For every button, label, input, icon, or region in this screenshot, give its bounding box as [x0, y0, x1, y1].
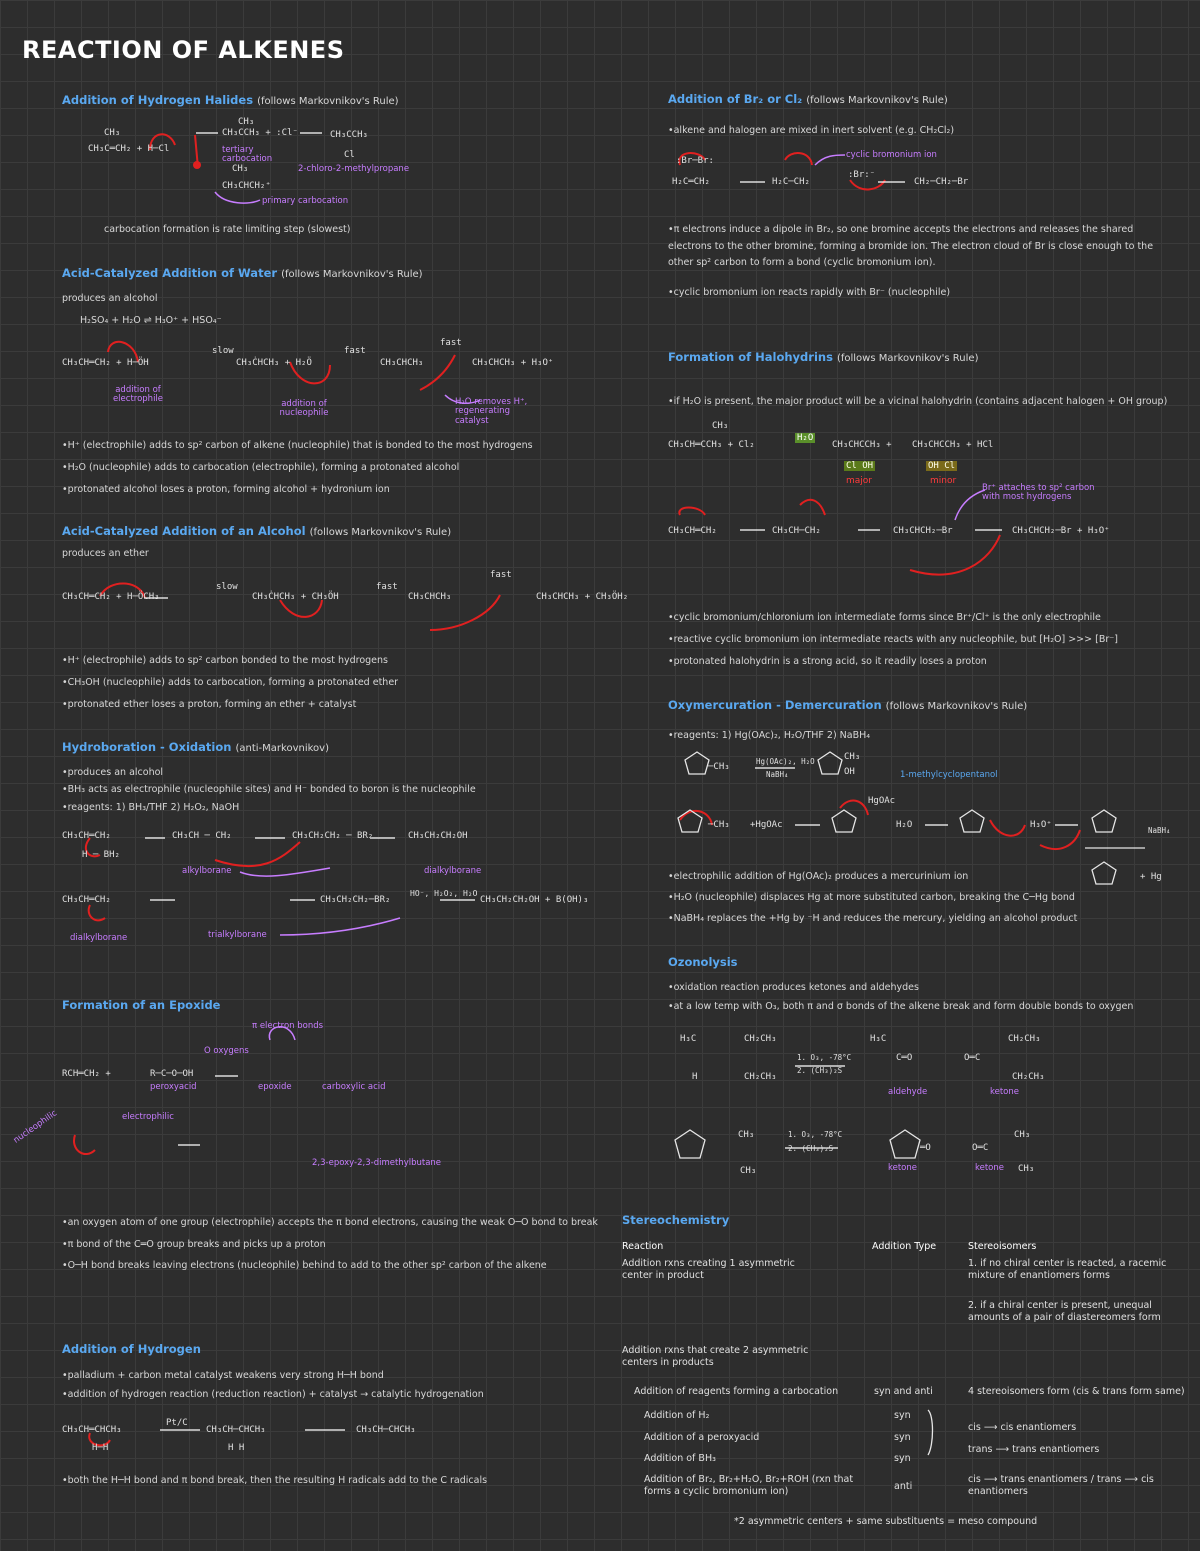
- chem-formula: CH₃CH═CH₂: [62, 895, 111, 905]
- chem-formula: CH₃CH─CHCH₃: [206, 1425, 266, 1435]
- annotation-product-name: 1-methylcyclopentanol: [900, 770, 998, 780]
- section-heading-halohydrins: Formation of Halohydrins (follows Markovnikov's Rule): [668, 350, 979, 364]
- bullet-text: •palladium + carbon metal catalyst weakens very strong H─H bond: [62, 1370, 384, 1381]
- table-cell: anti: [894, 1481, 913, 1492]
- chem-formula: CH₃CHCH₃ + H₃O⁺: [472, 358, 554, 368]
- chem-formula: CH₃C═CH₂ + H─Cl: [88, 144, 170, 154]
- bullet-text: •protonated halohydrin is a strong acid, so it readily loses a proton: [668, 656, 987, 667]
- table-cell: 2. if a chiral center is present, unequal amounts of a pair of diastereomers form: [968, 1300, 1161, 1324]
- rate-label: fast: [490, 570, 512, 580]
- bullet-text: •oxidation reaction produces ketones and aldehydes: [668, 982, 919, 993]
- table-header-stereoisomers: Stereoisomers: [968, 1241, 1037, 1252]
- chem-formula: CH₃CHCH₂─Br + H₃O⁺: [1012, 526, 1110, 536]
- chem-formula: CH₃CH═CH₂: [62, 831, 111, 841]
- bullet-text: •BH₃ acts as electrophile (nucleophile sites) and H⁻ bonded to boron is the nucleophile: [62, 784, 476, 795]
- section-heading-hydroboration: Hydroboration - Oxidation (anti-Markovnikov): [62, 740, 329, 754]
- curved-arrow: [840, 801, 868, 815]
- section-heading-hydrogen-addition: Addition of Hydrogen: [62, 1342, 201, 1356]
- bullet-text: •H₂O (nucleophile) displaces Hg at more substituted carbon, breaking the C─Hg bond: [668, 892, 1075, 903]
- annotation-aldehyde: aldehyde: [888, 1087, 928, 1097]
- chem-formula: CH₃CH₂CH₂─BR₂: [320, 895, 391, 905]
- label-major: major: [846, 476, 872, 486]
- section-heading-epoxide: Formation of an Epoxide: [62, 998, 221, 1012]
- chem-formula: H₂C═CH₂: [672, 177, 710, 187]
- bullet-text: •an oxygen atom of one group (electrophile) accepts the π bond electrons, causing the weak O─O bond to break: [62, 1217, 598, 1228]
- chem-label: Cl: [344, 150, 355, 160]
- table-cell: Addition of BH₃: [644, 1453, 716, 1464]
- carbocation-dot: [193, 161, 201, 169]
- bullet-text: •reagents: 1) Hg(OAc)₂, H₂O/THF 2) NaBH₄: [668, 730, 871, 741]
- annotation-oxygens: O oxygens: [204, 1046, 249, 1056]
- page-title: REACTION OF ALKENES: [22, 36, 345, 64]
- cyclopentene-ring: [685, 752, 709, 774]
- curved-arrow: [850, 180, 885, 189]
- chem-label: H₂O: [896, 820, 913, 830]
- curved-arrow: [420, 355, 455, 390]
- curved-arrow: [910, 535, 1000, 575]
- table-header-reaction: Reaction: [622, 1241, 664, 1252]
- chem-label: OH: [844, 767, 855, 777]
- annotation-epoxide: epoxide: [258, 1082, 292, 1092]
- annotation-tertiary-carbocation: tertiary carbocation: [222, 145, 273, 164]
- section-heading-halogen-addition: Addition of Br₂ or Cl₂ (follows Markovnikov's Rule): [668, 92, 948, 106]
- bullet-text: •H⁺ (electrophile) adds to sp² carbon of alkene (nucleophile) that is bonded to the most hydrogens: [62, 440, 533, 451]
- reagent-label: H₂O: [797, 433, 814, 443]
- reagent-label: Pt/C: [166, 1418, 188, 1428]
- bullet-text: •CH₃OH (nucleophile) adds to carbocation, forming a protonated ether: [62, 677, 399, 688]
- reagent-label: 1. O₃, -78°C: [788, 1130, 843, 1139]
- annotation-carboxylic-acid: carboxylic acid: [322, 1082, 386, 1092]
- annotation-nucleophilic: nucleophilic: [11, 1108, 60, 1146]
- annotation-electrophile: addition of electrophile: [112, 385, 164, 405]
- bullet-text: •cyclic bromonium ion reacts rapidly with Br⁻ (nucleophile): [668, 287, 951, 298]
- bullet-text: produces an alcohol: [62, 293, 158, 304]
- chem-formula: CH₃CH═CHCH₃: [62, 1425, 122, 1435]
- annotation-line: [955, 490, 985, 520]
- table-cell: syn: [894, 1410, 911, 1421]
- rate-label: slow: [216, 582, 238, 592]
- bullet-text: •addition of hydrogen reaction (reduction reaction) + catalyst → catalytic hydrogenation: [62, 1389, 484, 1400]
- annotation-product-name: 2,3-epoxy-2,3-dimethylbutane: [312, 1158, 442, 1168]
- chem-formula: CH₃CH═CH₂ + H─ÖCH₃: [62, 592, 160, 602]
- table-cell: Addition of a peroxyacid: [644, 1432, 760, 1443]
- chem-formula: CH₃CH₂CH₂OH + B(OH)₃: [480, 895, 589, 905]
- table-cell: syn: [894, 1453, 911, 1464]
- chem-formula: CH₃CHCH₃: [380, 358, 424, 368]
- equation-text: H₂SO₄ + H₂O ⇌ H₃O⁺ + HSO₄⁻: [80, 315, 222, 326]
- cyclopentane-ring: [832, 810, 856, 832]
- bullet-text: carbocation formation is rate limiting step (slowest): [104, 224, 351, 235]
- bullet-text: •if H₂O is present, the major product will be a vicinal halohydrin (contains adjacent halogen + OH group): [668, 396, 1168, 407]
- rate-label: fast: [344, 346, 366, 356]
- rate-label: fast: [440, 338, 462, 348]
- bullet-text: •protonated alcohol loses a proton, forming alcohol + hydronium ion: [62, 484, 390, 495]
- bullet-text: •both the H─H bond and π bond break, then the resulting H radicals add to the C radicals: [62, 1475, 488, 1486]
- annotation-alkylborane: alkylborane: [182, 866, 232, 876]
- bullet-text: •cyclic bromonium/chloronium ion intermediate forms since Br⁺/Cl⁺ is the only electrophile: [668, 612, 1101, 623]
- bullet-text: •protonated ether loses a proton, forming an ether + catalyst: [62, 699, 357, 710]
- reagent-label: NaBH₄: [766, 770, 789, 779]
- chem-formula: CH₂─CH₂─Br: [914, 177, 969, 187]
- annotation-ketone: ketone: [888, 1163, 917, 1173]
- chem-label: H: [692, 1072, 698, 1082]
- curved-arrow: [280, 600, 322, 617]
- chem-formula: CH₃CHCH₃: [408, 592, 452, 602]
- chem-formula: CH₃CH═CH₂ + H─ÖH: [62, 358, 149, 368]
- bullet-text: •H₂O (nucleophile) adds to carbocation (electrophile), forming a protonated alcohol: [62, 462, 460, 473]
- section-heading-stereochemistry: Stereochemistry: [622, 1213, 730, 1227]
- chem-formula: :Br─Br:: [676, 156, 714, 166]
- section-heading-alcohol-addition: Acid-Catalyzed Addition of an Alcohol (follows Markovnikov's Rule): [62, 524, 452, 538]
- chem-formula: H₂C─CH₂: [772, 177, 810, 187]
- chem-formula: CH₃CH₂CH₂OH: [408, 831, 468, 841]
- reagent-label: 2. (CH₃)₂S: [788, 1144, 834, 1153]
- annotation-product-name: 2-chloro-2-methylpropane: [298, 164, 410, 174]
- chem-formula: :Br:⁻: [848, 170, 876, 180]
- chem-formula: C═O: [896, 1053, 913, 1063]
- chem-formula: CH₃ĊHCH₃ + H₂Ö: [236, 358, 312, 368]
- cyclopentanone-ring: [890, 1130, 920, 1158]
- chem-label: CH₂CH₃: [1012, 1072, 1045, 1082]
- annotation-dialkylborane: dialkylborane: [424, 866, 482, 876]
- curved-arrow: [195, 135, 198, 168]
- table-header-addition-type: Addition Type: [872, 1241, 937, 1252]
- substituent-label: OH Cl: [928, 461, 956, 471]
- annotation-regenerate: H₂O removes H⁺, regenerating catalyst: [455, 397, 528, 426]
- table-cell: Addition rxns creating 1 asymmetric center in product: [622, 1258, 795, 1282]
- annotation-line: [280, 918, 400, 935]
- annotation-line: [815, 155, 845, 165]
- curved-arrow: [679, 508, 705, 516]
- annotation-br-attach: Br⁺ attaches to sp² carbon with most hydrogens: [982, 483, 1095, 503]
- cyclopentane-ring: [960, 810, 984, 832]
- section-heading-oxymercuration: Oxymercuration - Demercuration (follows Markovnikov's Rule): [668, 698, 1028, 712]
- chem-label: CH₂CH₃: [744, 1034, 777, 1044]
- curved-arrow: [800, 500, 825, 515]
- substituent-label: Cl OH: [846, 461, 874, 471]
- annotation-line: [215, 192, 260, 203]
- chem-formula: H H: [228, 1443, 245, 1453]
- chem-formula: CH₃CCH₃: [330, 130, 368, 140]
- table-cell: Addition rxns that create 2 asymmetric centers in products: [622, 1345, 809, 1369]
- curved-arrow: [215, 842, 300, 866]
- chem-label: CH₃: [1018, 1164, 1035, 1174]
- chem-label: CH₃: [740, 1166, 757, 1176]
- brace: [928, 1410, 933, 1455]
- chem-label: HgOAc: [868, 796, 896, 806]
- chem-formula: CH₃CHCCH₃ + HCl: [912, 440, 994, 450]
- bullet-text: •at a low temp with O₃, both π and σ bonds of the alkene break and form double bonds to oxygen: [668, 1001, 1134, 1012]
- chem-formula: CH₃CHCH₃ + CH₃ÖH₂: [536, 592, 629, 602]
- annotation-nucleophile: addition of nucleophile: [279, 399, 329, 419]
- chem-formula: H ─ BH₂: [82, 850, 120, 860]
- rate-label: fast: [376, 582, 398, 592]
- chem-formula: CH₃CH═CCH₃ + Cl₂: [668, 440, 755, 450]
- cyclopentane-ring: [1092, 862, 1116, 884]
- chem-label: H₃C: [680, 1034, 697, 1044]
- bullet-text: •reactive cyclic bromonium ion intermediate reacts with any nucleophile, but [H₂O] >>> [Br⁻]: [668, 634, 1118, 645]
- chem-formula: R─C─O─OH: [150, 1069, 194, 1079]
- chem-label: CH₃: [712, 421, 729, 431]
- curved-arrow: [990, 820, 1025, 836]
- bullet-text: •π bond of the C═O group breaks and picks up a proton: [62, 1239, 326, 1250]
- chem-formula: RCH═CH₂ +: [62, 1069, 111, 1079]
- chem-formula: H─H: [92, 1443, 109, 1453]
- annotation-primary-carbocation: primary carbocation: [262, 196, 349, 206]
- cyclopentane-ring: [818, 752, 842, 774]
- reagent-label: HO⁻, H₂O₂, H₂O: [410, 889, 478, 898]
- chem-label: ═O: [920, 1143, 931, 1153]
- bullet-text: •electrophilic addition of Hg(OAc)₂ produces a mercurinium ion: [668, 871, 969, 882]
- bullet-text: •reagents: 1) BH₃/THF 2) H₂O₂, NaOH: [62, 802, 240, 813]
- section-heading-ozonolysis: Ozonolysis: [668, 955, 738, 969]
- chem-formula: CH₃CH ─ CH₂: [172, 831, 232, 841]
- annotation-bromonium: cyclic bromonium ion: [846, 150, 937, 160]
- chem-label: H₃O⁺: [1030, 820, 1052, 830]
- chem-formula: CH₃CH═CH₂: [668, 526, 717, 536]
- curved-arrow: [1040, 830, 1080, 849]
- chem-formula: +HgOAc: [750, 820, 783, 830]
- annotation-ketone: ketone: [975, 1163, 1004, 1173]
- chem-formula: O═C: [964, 1053, 981, 1063]
- bullet-text: •alkene and halogen are mixed in inert solvent (e.g. CH₂Cl₂): [668, 125, 955, 136]
- chem-label: CH₂CH₃: [1008, 1034, 1041, 1044]
- chem-formula: CH₃CH─CH₂: [772, 526, 821, 536]
- chem-label: H₃C: [870, 1034, 887, 1044]
- table-cell: trans ⟶ trans enantiomers: [968, 1444, 1100, 1455]
- bullet-text: •H⁺ (electrophile) adds to sp² carbon bonded to the most hydrogens: [62, 655, 388, 666]
- label-minor: minor: [930, 476, 957, 486]
- chem-formula: CH₃CHCH₂⁺: [222, 181, 271, 191]
- annotation-electrophilic: electrophilic: [122, 1112, 174, 1122]
- reagent-label: Hg(OAc)₂, H₂O: [756, 757, 815, 766]
- paragraph-text: •π electrons induce a dipole in Br₂, so one bromine accepts the electrons and releases the shared electrons to the other bromine, forming a bromide ion. The electron cloud of Br is close enough to the other sp² carbon to form a bond (cyclic bromonium ion).: [668, 224, 1154, 269]
- bullet-text: produces an ether: [62, 548, 149, 559]
- curved-arrow: [785, 153, 812, 165]
- table-cell: cis ⟶ trans enantiomers / trans ⟶ cis enantiomers: [968, 1474, 1154, 1498]
- footnote: *2 asymmetric centers + same substituents = meso compound: [734, 1516, 1038, 1527]
- table-cell: syn: [894, 1432, 911, 1443]
- chem-label: CH₃: [232, 164, 249, 174]
- chem-formula: O═C: [972, 1143, 989, 1153]
- cyclopentane-ring: [675, 1130, 705, 1158]
- chem-label: ─CH₃: [708, 762, 730, 772]
- bullet-text: •produces an alcohol: [62, 767, 164, 778]
- annotation-ketone: ketone: [990, 1087, 1019, 1097]
- table-cell: syn and anti: [874, 1386, 933, 1397]
- cyclopentene-ring: [678, 810, 702, 832]
- table-cell: 4 stereoisomers form (cis & trans form same): [968, 1386, 1185, 1397]
- annotation-dialkylborane: dialkylborane: [70, 933, 128, 943]
- chem-formula: CH₃CHCCH₃ +: [832, 440, 892, 450]
- chem-formula: CH₃CHCH₂─Br: [893, 526, 953, 536]
- annotation-line: [240, 868, 330, 876]
- chem-label: CH₃: [104, 128, 121, 138]
- chem-formula: CH₃ĊHCH₃ + CH₃ÖH: [252, 592, 339, 602]
- curved-arrow: [89, 905, 105, 920]
- reagent-label: NaBH₄: [1148, 826, 1171, 835]
- chem-formula: CH₃CCH₃ + :Cl⁻: [222, 128, 298, 138]
- annotation-peroxyacid: peroxyacid: [150, 1082, 197, 1092]
- table-cell: cis ⟶ cis enantiomers: [968, 1422, 1077, 1433]
- chem-label: CH₂CH₃: [744, 1072, 777, 1082]
- chem-formula: CH₃CH─CHCH₃: [356, 1425, 416, 1435]
- reagent-label: 1. O₃, -78°C: [797, 1053, 852, 1062]
- table-cell: Addition of reagents forming a carbocation: [634, 1386, 839, 1397]
- bullet-text: •NaBH₄ replaces the +Hg by ⁻H and reduces the mercury, yielding an alcohol product: [668, 913, 1078, 924]
- chem-label: CH₃: [844, 752, 861, 762]
- section-heading-water-addition: Acid-Catalyzed Addition of Water (follows Markovnikov's Rule): [62, 266, 423, 280]
- chem-label: + Hg: [1140, 872, 1162, 882]
- annotation-trialkylborane: trialkylborane: [208, 930, 267, 940]
- reagent-label: 2. (CH₃)₂S: [797, 1066, 843, 1075]
- table-cell: 1. if no chiral center is reacted, a racemic mixture of enantiomers forms: [968, 1258, 1167, 1282]
- chem-label: CH₃: [738, 1130, 755, 1140]
- chem-formula: CH₃CH₂CH₂ ─ BR₂: [292, 831, 374, 841]
- section-heading-hydrogen-halides: Addition of Hydrogen Halides (follows Markovnikov's Rule): [62, 93, 399, 107]
- rate-label: slow: [212, 346, 234, 356]
- annotation-pi-bonds: π electron bonds: [252, 1021, 324, 1031]
- chem-label: ─CH₃: [708, 820, 730, 830]
- chem-label: CH₃: [238, 117, 255, 127]
- cyclopentane-ring: [1092, 810, 1116, 832]
- curved-arrow: [74, 1135, 95, 1154]
- chem-label: CH₃: [1014, 1130, 1031, 1140]
- table-cell: Addition of H₂: [644, 1410, 710, 1421]
- table-cell: Addition of Br₂, Br₂+H₂O, Br₂+ROH (rxn that forms a cyclic bromonium ion): [644, 1474, 854, 1498]
- bullet-text: •O─H bond breaks leaving electrons (nucleophile) behind to add to the other sp² carbon of the alkene: [62, 1260, 547, 1271]
